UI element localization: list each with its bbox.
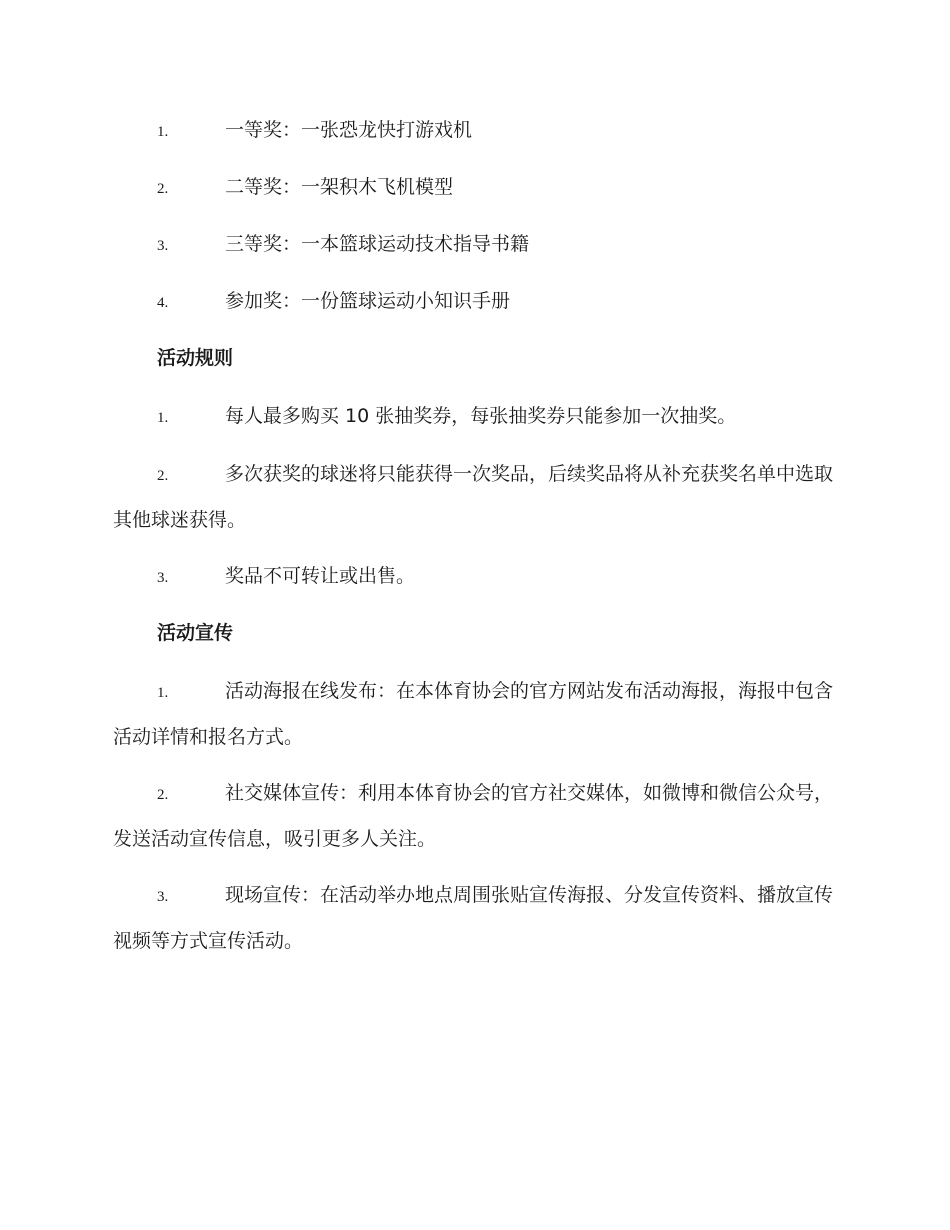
promotion-item-3 xyxy=(113,873,833,963)
prize-item-3 xyxy=(113,222,833,268)
promotion-item-1 xyxy=(113,669,833,759)
list-text: 社交媒体宣传：利用本体育协会的官方社交媒体，如微博和微信公众号，发送活动宣传信息，吸引更多人关注。 xyxy=(113,782,834,850)
list-number: 3. xyxy=(157,570,169,586)
list-text: 每人最多购买 10 张抽奖券，每张抽奖券只能参加一次抽奖。 xyxy=(225,405,737,427)
list-number: 1. xyxy=(157,410,169,426)
list-number: 2. xyxy=(157,181,169,197)
list-text: 一等奖：一张恐龙快打游戏机 xyxy=(225,119,473,141)
list-number: 3. xyxy=(157,889,169,905)
list-number: 2. xyxy=(157,787,169,803)
list-text: 多次获奖的球迷将只能获得一次奖品，后续奖品将从补充获奖名单中选取其他球迷获得。 xyxy=(113,463,834,531)
section-heading-promotion: 活动宣传 xyxy=(157,622,234,644)
rule-item-3 xyxy=(113,554,833,600)
rule-item-2 xyxy=(113,452,833,542)
rule-item-1 xyxy=(113,394,833,440)
list-text: 二等奖：一架积木飞机模型 xyxy=(225,176,454,198)
list-text: 活动海报在线发布：在本体育协会的官方网站发布活动海报，海报中包含活动详情和报名方式。 xyxy=(113,680,834,748)
list-number: 1. xyxy=(157,685,169,701)
list-number: 3. xyxy=(157,238,169,254)
prize-item-4 xyxy=(113,279,833,325)
list-number: 2. xyxy=(157,468,169,484)
list-text: 现场宣传：在活动举办地点周围张贴宣传海报、分发宣传资料、播放宣传视频等方式宣传活动。 xyxy=(113,884,834,952)
list-text: 奖品不可转让或出售。 xyxy=(225,565,416,587)
section-heading-rules: 活动规则 xyxy=(157,347,234,369)
prize-item-1 xyxy=(113,108,833,154)
promotion-item-2 xyxy=(113,771,833,861)
list-number: 4. xyxy=(157,295,169,311)
list-text: 参加奖：一份篮球运动小知识手册 xyxy=(225,290,511,312)
list-number: 1. xyxy=(157,124,169,140)
prize-item-2 xyxy=(113,165,833,211)
list-text: 三等奖：一本篮球运动技术指导书籍 xyxy=(225,233,530,255)
